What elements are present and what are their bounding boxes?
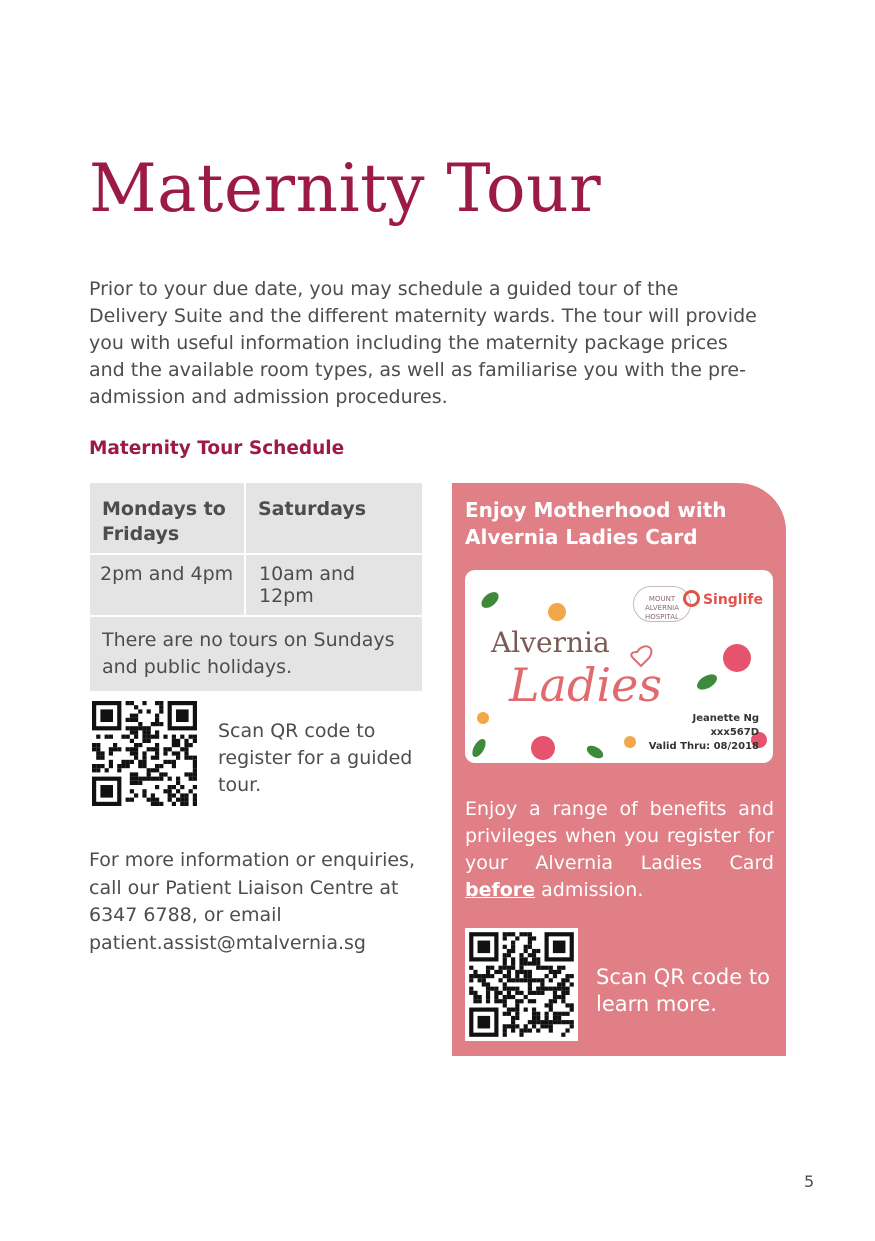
page-number: 5	[804, 1172, 815, 1191]
qr-code-icon	[465, 928, 578, 1041]
schedule-table	[89, 482, 423, 692]
promo-body-end: admission.	[541, 879, 644, 901]
schedule-header-weekdays: Mondays to Fridays	[89, 482, 245, 554]
card-holder-info	[649, 712, 759, 754]
contact-info: For more information or enquiries, call our Patient Liaison Centre at 6347 6788, or email patient.assist@mtalvernia.sg	[89, 849, 415, 954]
promo-body-text: Enjoy a range of benefits and privileges when you register for your Alvernia Ladies Card	[465, 798, 774, 874]
card-valid-thru: Valid Thru: 08/2018	[648, 741, 759, 752]
schedule-saturday-times: 10am and 12pm	[245, 554, 423, 616]
intro-paragraph: Prior to your due date, you may schedule a guided tour of the Delivery Suite and the different maternity wards. The tour will provide you with useful information including the maternity package prices and the available room types, as well as familiarise you with the pre-admission and admission procedures.	[89, 278, 757, 408]
card-word-ladies: Ladies	[509, 658, 662, 712]
promo-body	[465, 796, 774, 904]
qr-learn-more-text: Scan QR code to learn more.	[596, 965, 770, 1016]
schedule-note: There are no tours on Sundays and public holidays.	[89, 616, 423, 692]
card-holder-name: Jeanette Ng	[692, 713, 759, 724]
qr-register-text: Scan QR code to register for a guided tour.	[218, 720, 413, 796]
promo-body-emphasis: before	[465, 879, 536, 901]
qr-code-icon	[92, 701, 197, 806]
singlife-icon	[683, 590, 700, 607]
promo-title: Enjoy Motherhood with Alvernia Ladies Card	[465, 498, 727, 549]
card-word-alvernia: Alvernia	[491, 626, 610, 659]
ladies-card-image	[465, 570, 773, 763]
singlife-label: Singlife	[702, 592, 763, 608]
schedule-heading: Maternity Tour Schedule	[89, 438, 345, 459]
singlife-logo	[683, 590, 763, 608]
hospital-logo: MOUNT ALVERNIA HOSPITAL	[633, 586, 691, 622]
schedule-weekday-times: 2pm and 4pm	[89, 554, 245, 616]
schedule-header-saturdays: Saturdays	[245, 482, 423, 554]
card-number: xxx567D	[710, 727, 759, 738]
page-title: Maternity Tour	[89, 150, 602, 227]
